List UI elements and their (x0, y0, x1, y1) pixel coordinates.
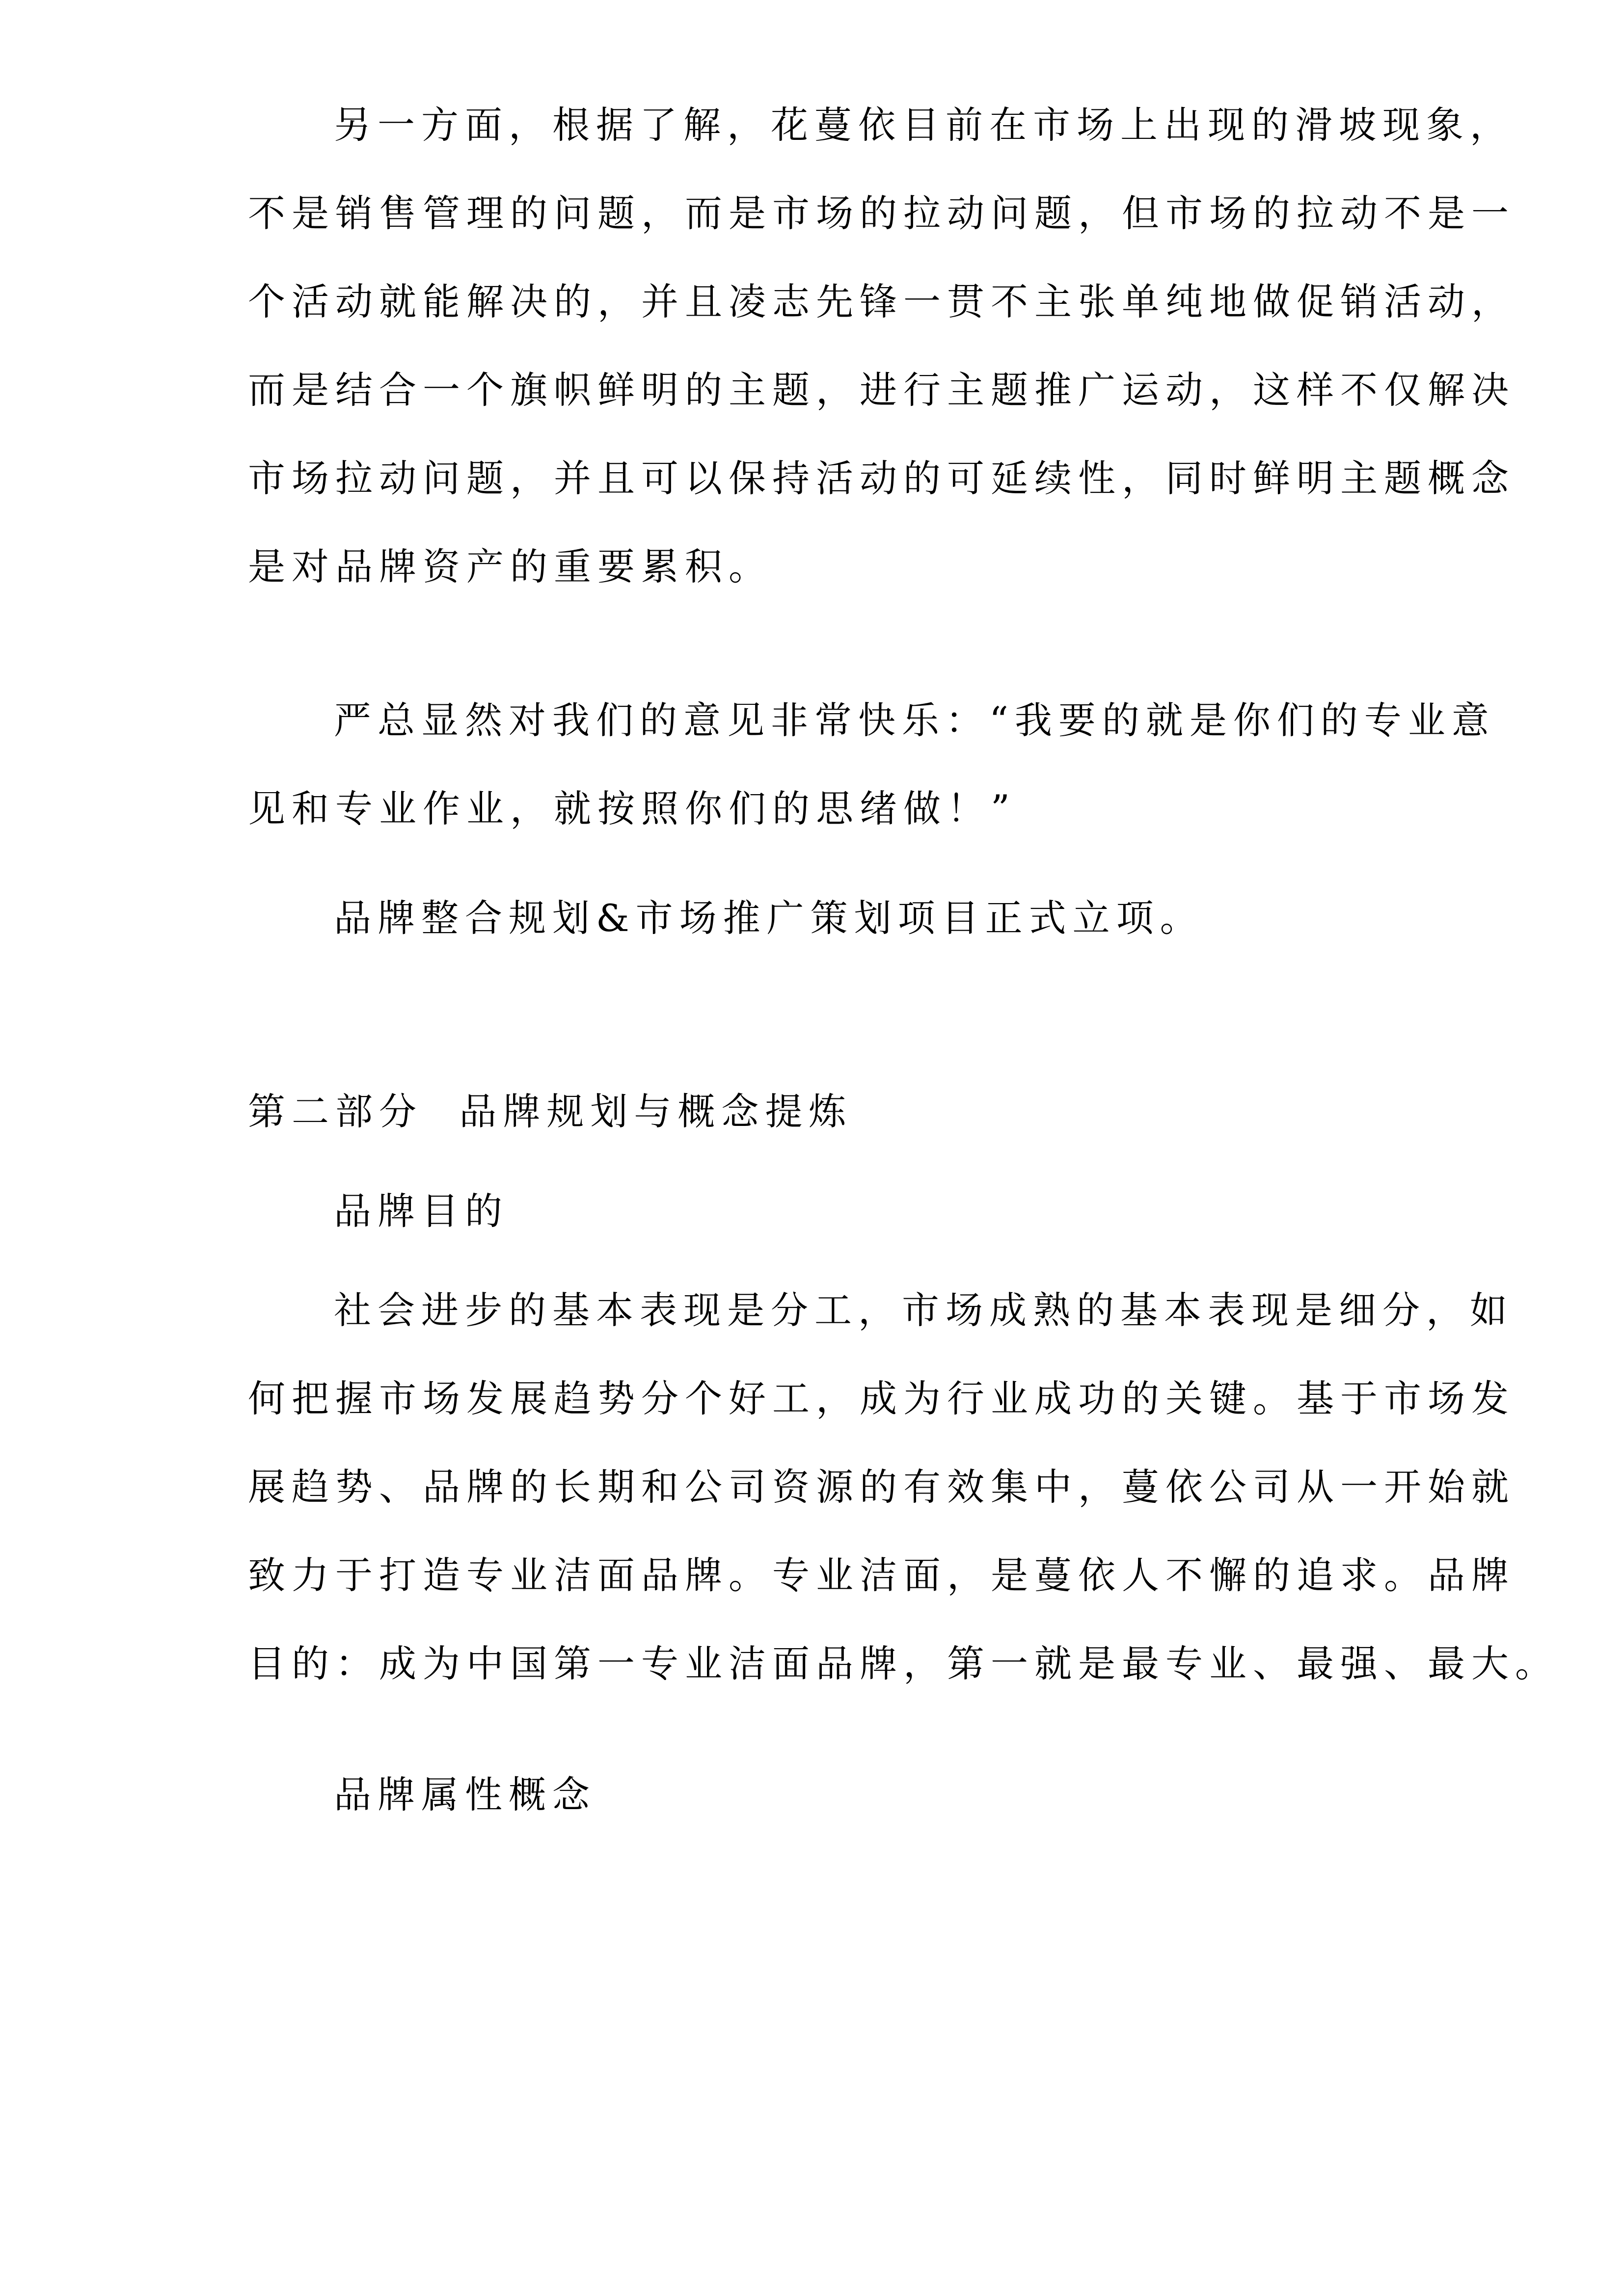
subheading-text: 品牌属性概念 (334, 1773, 596, 1816)
section-heading (248, 1068, 1502, 1156)
paragraph-line: 而是结合一个旗帜鲜明的主题，进行主题推广运动，这样不仅解决 (248, 368, 1515, 412)
paragraph-line: 是对品牌资产的重要累积。 (248, 545, 772, 588)
paragraph-line: 何把握市场发展趋势分个好工，成为行业成功的关键。基于市场发 (248, 1377, 1515, 1420)
subheading-text: 品牌目的 (334, 1189, 509, 1233)
paragraph-line: 个活动就能解决的，并且凌志先锋一贯不主张单纯地做促销活动， (248, 280, 1515, 323)
paragraph-line: 社会进步的基本表现是分工，市场成熟的基本表现是细分，如 (334, 1288, 1514, 1332)
subheading-brand-goal (248, 1167, 1502, 1255)
subheading-brand-attribute (248, 1751, 1502, 1839)
paragraph-project-approval (248, 874, 1502, 962)
paragraph-market-analysis (248, 81, 1515, 611)
paragraph-line: 见和专业作业，就按照你们的思绪做！” (248, 787, 1016, 830)
paragraph-line: 展趋势、品牌的长期和公司资源的有效集中，蔓依公司从一开始就 (248, 1465, 1515, 1509)
paragraph-line: 致力于打造专业洁面品牌。专业洁面，是蔓依人不懈的追求。品牌 (248, 1553, 1515, 1597)
section-heading-text: 第二部分 品牌规划与概念提炼 (248, 1090, 853, 1133)
paragraph-line: 严总显然对我们的意见非常快乐：“我要的就是你们的专业意 (334, 698, 1495, 742)
paragraph-line: 目的：成为中国第一专业洁面品牌，第一就是最专业、最强、最大。 (248, 1642, 1559, 1685)
paragraph-line: 不是销售管理的问题，而是市场的拉动问题，但市场的拉动不是一 (248, 191, 1515, 235)
paragraph-line: 品牌整合规划&市场推广策划项目正式立项。 (334, 896, 1204, 940)
paragraph-line: 市场拉动问题，并且可以保持活动的可延续性，同时鲜明主题概念 (248, 456, 1515, 500)
paragraph-line: 另一方面，根据了解，花蔓依目前在市场上出现的滑坡现象， (334, 103, 1514, 147)
paragraph-client-feedback (248, 676, 1502, 853)
paragraph-brand-goal (248, 1266, 1559, 1708)
